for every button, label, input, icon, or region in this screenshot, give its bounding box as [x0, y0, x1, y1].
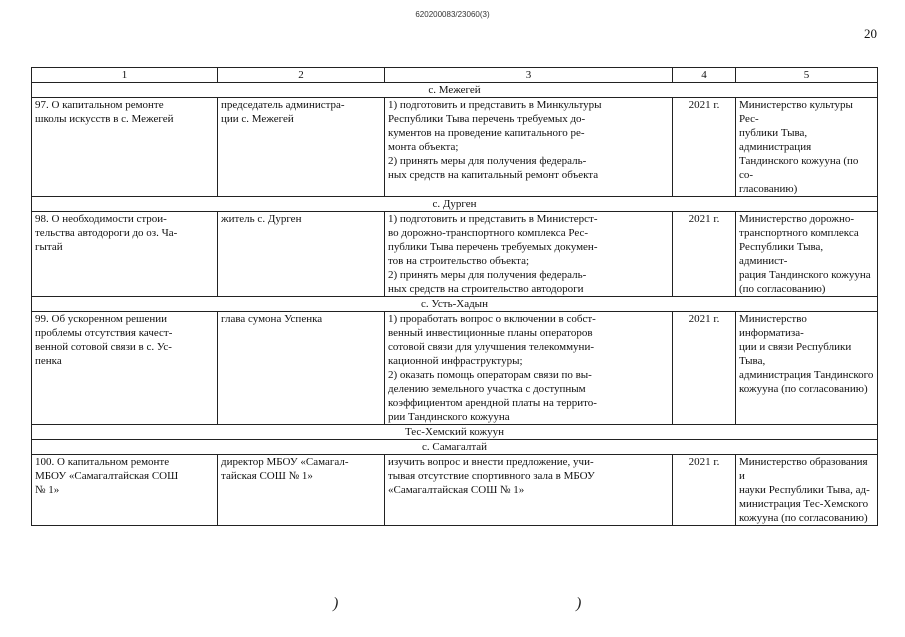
schedule-table	[31, 67, 878, 526]
actions-cell: 1) подготовить и представить в Министерст- во дорожно-транспортного комплекса Рес- публики Тыва перечень требуемых докумен- тов на строительство объекта; 2) принять меры для получения федераль- ных средств на строительство автодороги	[385, 212, 673, 297]
table-row	[32, 212, 878, 297]
actions-cell: изучить вопрос и внести предложение, учи- тывая отсутствие спортивного зала в МБОУ «Самагалтайская СОШ № 1»	[385, 455, 673, 526]
section-location-row	[32, 425, 878, 440]
section-location: с. Межегей	[32, 83, 878, 98]
column-number: 2	[218, 68, 385, 83]
responsible-cell: Министерство дорожно- транспортного комплекса Республики Тыва, админист- рация Тандинского кожууна (по согласованию)	[736, 212, 878, 297]
footer-mark-right: )	[576, 595, 582, 612]
initiator-cell: председатель администра- ции с. Межегей	[218, 98, 385, 197]
issue-cell: 97. О капитальном ремонте школы искусств в с. Межегей	[32, 98, 218, 197]
document-id: 620200083/23060(3)	[415, 10, 490, 19]
table-row	[32, 455, 878, 526]
column-number: 5	[736, 68, 878, 83]
issue-cell: 100. О капитальном ремонте МБОУ «Самагалтайская СОШ № 1»	[32, 455, 218, 526]
actions-cell: 1) проработать вопрос о включении в собст- венный инвестиционные планы операторов сотовой связи для улучшения телекоммуни- кационной инфраструктуры; 2) оказать помощь операторам связи по вы- делению земельного участка с доступным коэффициентом арендной платы на террито- рии Тандинского кожууна	[385, 312, 673, 425]
column-number: 1	[32, 68, 218, 83]
section-location: Тес-Хемский кожуун	[32, 425, 878, 440]
column-number-row	[32, 68, 878, 83]
section-location: с. Дурген	[32, 197, 878, 212]
schedule-table-body	[32, 68, 878, 526]
initiator-cell: директор МБОУ «Самагал- тайская СОШ № 1»	[218, 455, 385, 526]
actions-cell: 1) подготовить и представить в Минкультуры Республики Тыва перечень требуемых до- кументов на проведение капитального ре- монта объекта; 2) принять меры для получения федераль- ных средств на капитальный ремонт объекта	[385, 98, 673, 197]
issue-cell: 98. О необходимости строи- тельства автодороги до оз. Ча- гытай	[32, 212, 218, 297]
deadline-cell: 2021 г.	[673, 455, 736, 526]
initiator-cell: глава сумона Успенка	[218, 312, 385, 425]
section-location-row	[32, 440, 878, 455]
table-row	[32, 312, 878, 425]
section-location: с. Усть-Хадын	[32, 297, 878, 312]
initiator-cell: житель с. Дурген	[218, 212, 385, 297]
responsible-cell: Министерство образования и науки Республики Тыва, ад- министрация Тес-Хемского кожууна (по согласованию)	[736, 455, 878, 526]
page-number: 20	[864, 26, 877, 41]
table-row	[32, 98, 878, 197]
section-location: с. Самагалтай	[32, 440, 878, 455]
footer-mark-left: )	[333, 595, 339, 612]
section-location-row	[32, 197, 878, 212]
column-number: 4	[673, 68, 736, 83]
issue-cell: 99. Об ускоренном решении проблемы отсутствия качест- венной сотовой связи в с. Ус- пенка	[32, 312, 218, 425]
responsible-cell: Министерство информатиза- ции и связи Республики Тыва, администрация Тандинского кожууна (по согласованию)	[736, 312, 878, 425]
responsible-cell: Министерство культуры Рес- публики Тыва, администрация Тандинского кожууна (по со- гласованию)	[736, 98, 878, 197]
section-location-row	[32, 83, 878, 98]
column-number: 3	[385, 68, 673, 83]
deadline-cell: 2021 г.	[673, 312, 736, 425]
section-location-row	[32, 297, 878, 312]
deadline-cell: 2021 г.	[673, 212, 736, 297]
deadline-cell: 2021 г.	[673, 98, 736, 197]
